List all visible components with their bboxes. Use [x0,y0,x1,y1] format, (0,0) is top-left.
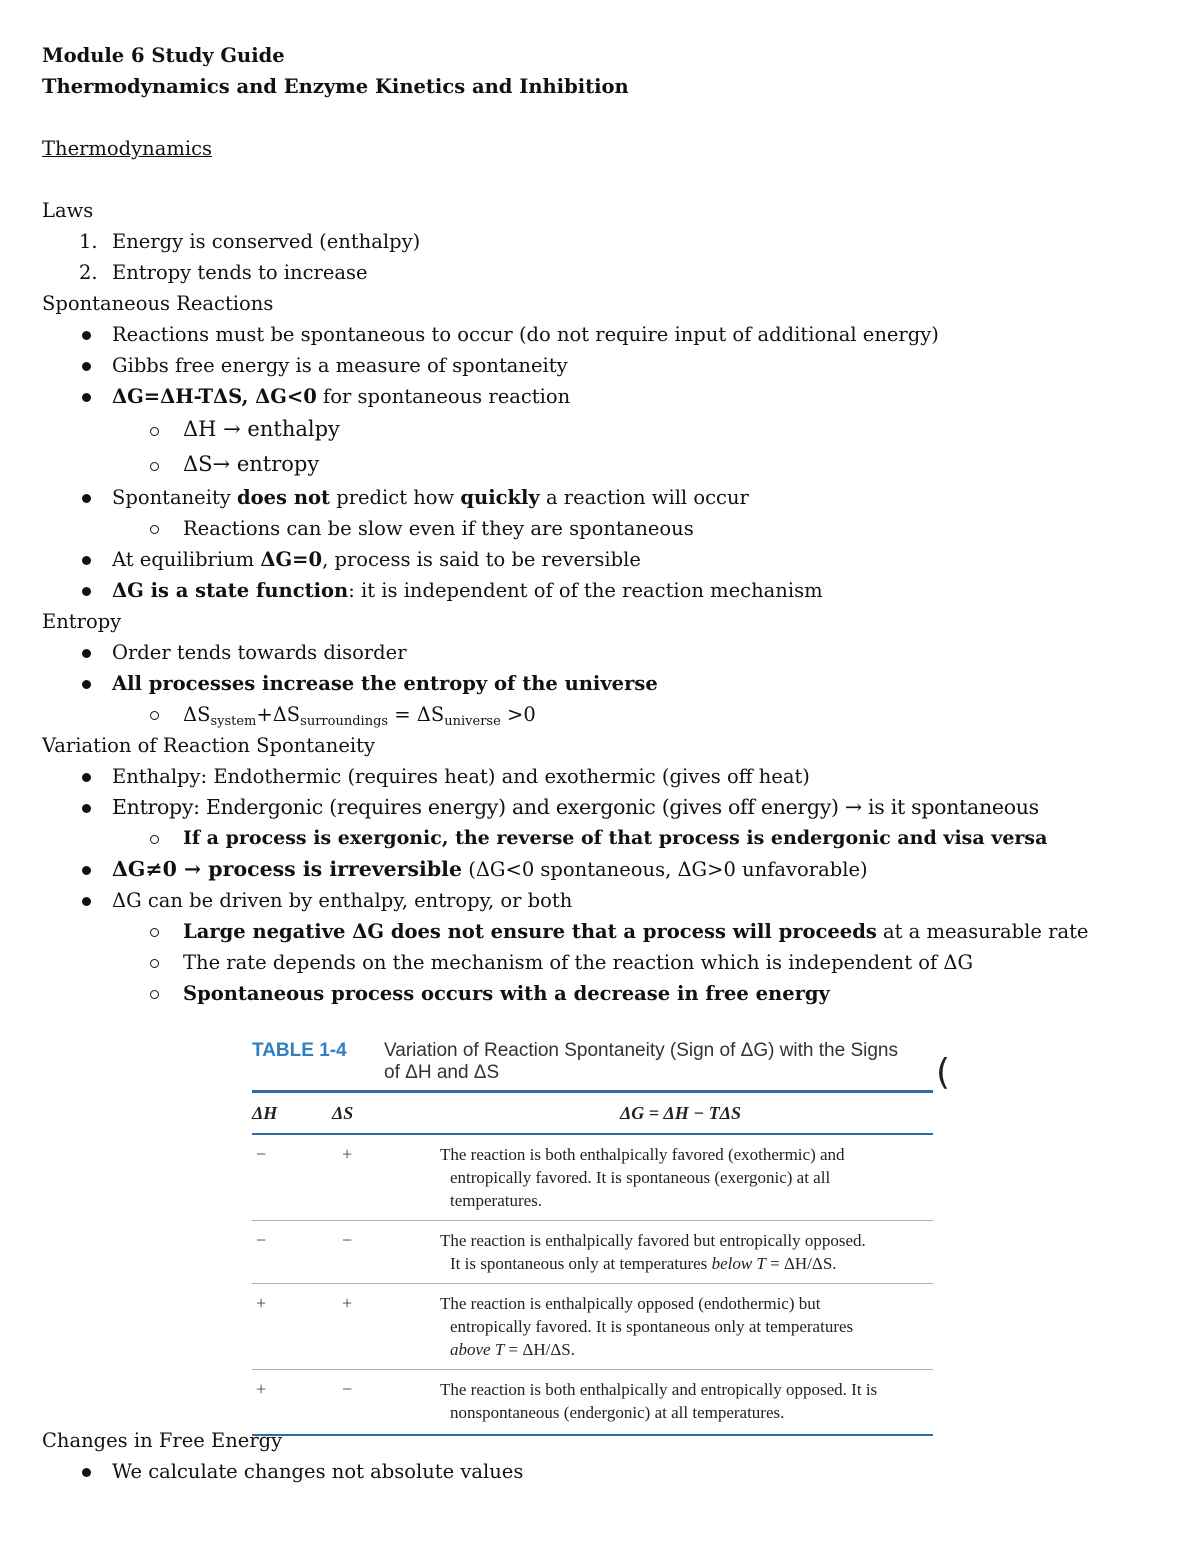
bullet-icon [82,773,91,782]
heading-free-energy: Changes in Free Energy [42,1429,283,1452]
heading-variation: Variation of Reaction Spontaneity [42,734,375,757]
table-row: − − The reaction is enthalpically favored but entropically opposed. It is spontaneous only at temperatures below T = ΔH/ΔS. [256,1230,866,1273]
sub-bullet-icon [150,462,159,471]
bullet-icon [82,393,91,402]
entropy-equation: $\Delta S_{system}+\Delta S_{surroundings} = \Delta S_{universe} >0$ [42,699,1172,730]
bullet-item: Gibbs free energy is a measure of spontaneity [42,350,1172,381]
heading-spontaneous-reactions: Spontaneous Reactions [42,292,274,315]
heading-laws: Laws [42,199,94,222]
sub-bullet-item: Large negative ΔG does not ensure that a process will proceeds at a measurable rate [42,916,1172,947]
bullet-item: Spontaneity does not predict how quickly a reaction will occur [42,482,1172,513]
sub-bullet-icon [150,427,159,436]
sub-bullet-icon [150,711,159,720]
list-number: 1. [79,230,98,253]
list-item: 2. Entropy tends to increase [42,257,1172,288]
spontaneity-table [252,1040,952,1436]
bullet-item: ΔG can be driven by enthalpy, entropy, or both [42,885,1172,916]
bullet-icon [82,587,91,596]
table-row: − + The reaction is both enthalpically favored (exothermic) and entropically favored. It is spontaneous (exergonic) at all temperatures. [256,1144,845,1210]
heading-entropy: Entropy [42,610,122,633]
table-number: TABLE 1-4 [252,1040,347,1061]
sub-bullet-item: Spontaneous process occurs with a decrease in free energy [42,978,1172,1009]
bullet-icon [82,804,91,813]
document-page [42,40,1172,1009]
list-number: 2. [79,261,98,284]
bullet-item: Entropy: Endergonic (requires energy) and exergonic (gives off energy) → is it spontaneous [42,792,1172,823]
bullet-item: Enthalpy: Endothermic (requires heat) and exothermic (gives off heat) [42,761,1172,792]
bullet-item: All processes increase the entropy of the universe [42,668,1172,699]
sub-bullet-item: ΔH → enthalpy [42,412,1172,447]
table-caption-line1: Variation of Reaction Spontaneity (Sign of ΔG) with the Signs [384,1040,899,1061]
bullet-item: ΔG is a state function: it is independent of of the reaction mechanism [42,575,1172,606]
table-caption-line2: of ΔH and ΔS [384,1062,500,1083]
bullet-icon [82,494,91,503]
bullet-icon [82,331,91,340]
bullet-icon [82,649,91,658]
bullet-icon [82,866,91,875]
table-row: + + The reaction is enthalpically opposed (endothermic) but entropically favored. It is spontaneous only at temperatures above T = ΔH/ΔS. [256,1293,854,1359]
doc-title: Module 6 Study Guide [42,44,285,67]
bullet-item: Order tends towards disorder [42,637,1172,668]
bullet-item: ΔG≠0 → process is irreversible (ΔG<0 spontaneous, ΔG>0 unfavorable) [42,854,1172,885]
table-caption [252,1040,952,1084]
sub-bullet-icon [150,928,159,937]
bullet-icon [82,680,91,689]
col-header-ds: ΔS [332,1103,354,1123]
table-row: + − The reaction is both enthalpically and entropically opposed. It is nonspontaneous (endergonic) at all temperatures. [256,1379,878,1422]
list-item: 1. Energy is conserved (enthalpy) [42,226,1172,257]
col-header-dh: ΔH [252,1103,278,1123]
bullet-item: At equilibrium ΔG=0, process is said to be reversible [42,544,1172,575]
sub-bullet-icon [150,835,159,844]
bullet-icon [82,1468,91,1477]
sub-bullet-item: Reactions can be slow even if they are spontaneous [42,513,1172,544]
table-header-row [252,1093,933,1133]
bullet-item: Reactions must be spontaneous to occur (do not require input of additional energy) [42,319,1172,350]
section-heading-thermodynamics: Thermodynamics [42,137,212,160]
bullet-icon [82,556,91,565]
sub-bullet-icon [150,525,159,534]
sub-bullet-item: If a process is exergonic, the reverse of that process is endergonic and visa versa [42,823,1172,854]
free-energy-section [42,1425,1172,1487]
bullet-icon [82,362,91,371]
col-header-dg: ΔG = ΔH − TΔS [619,1103,742,1123]
bullet-item: ΔG=ΔH-TΔS, ΔG<0 for spontaneous reaction [42,381,1172,412]
bullet-icon [82,897,91,906]
crop-artifact: ( [936,1052,951,1093]
sub-bullet-icon [150,990,159,999]
sub-bullet-item: The rate depends on the mechanism of the reaction which is independent of ΔG [42,947,1172,978]
doc-subtitle: Thermodynamics and Enzyme Kinetics and Inhibition [42,75,629,98]
sub-bullet-item: ΔS→ entropy [42,447,1172,482]
sub-bullet-icon [150,959,159,968]
bullet-item: We calculate changes not absolute values [42,1456,1172,1487]
